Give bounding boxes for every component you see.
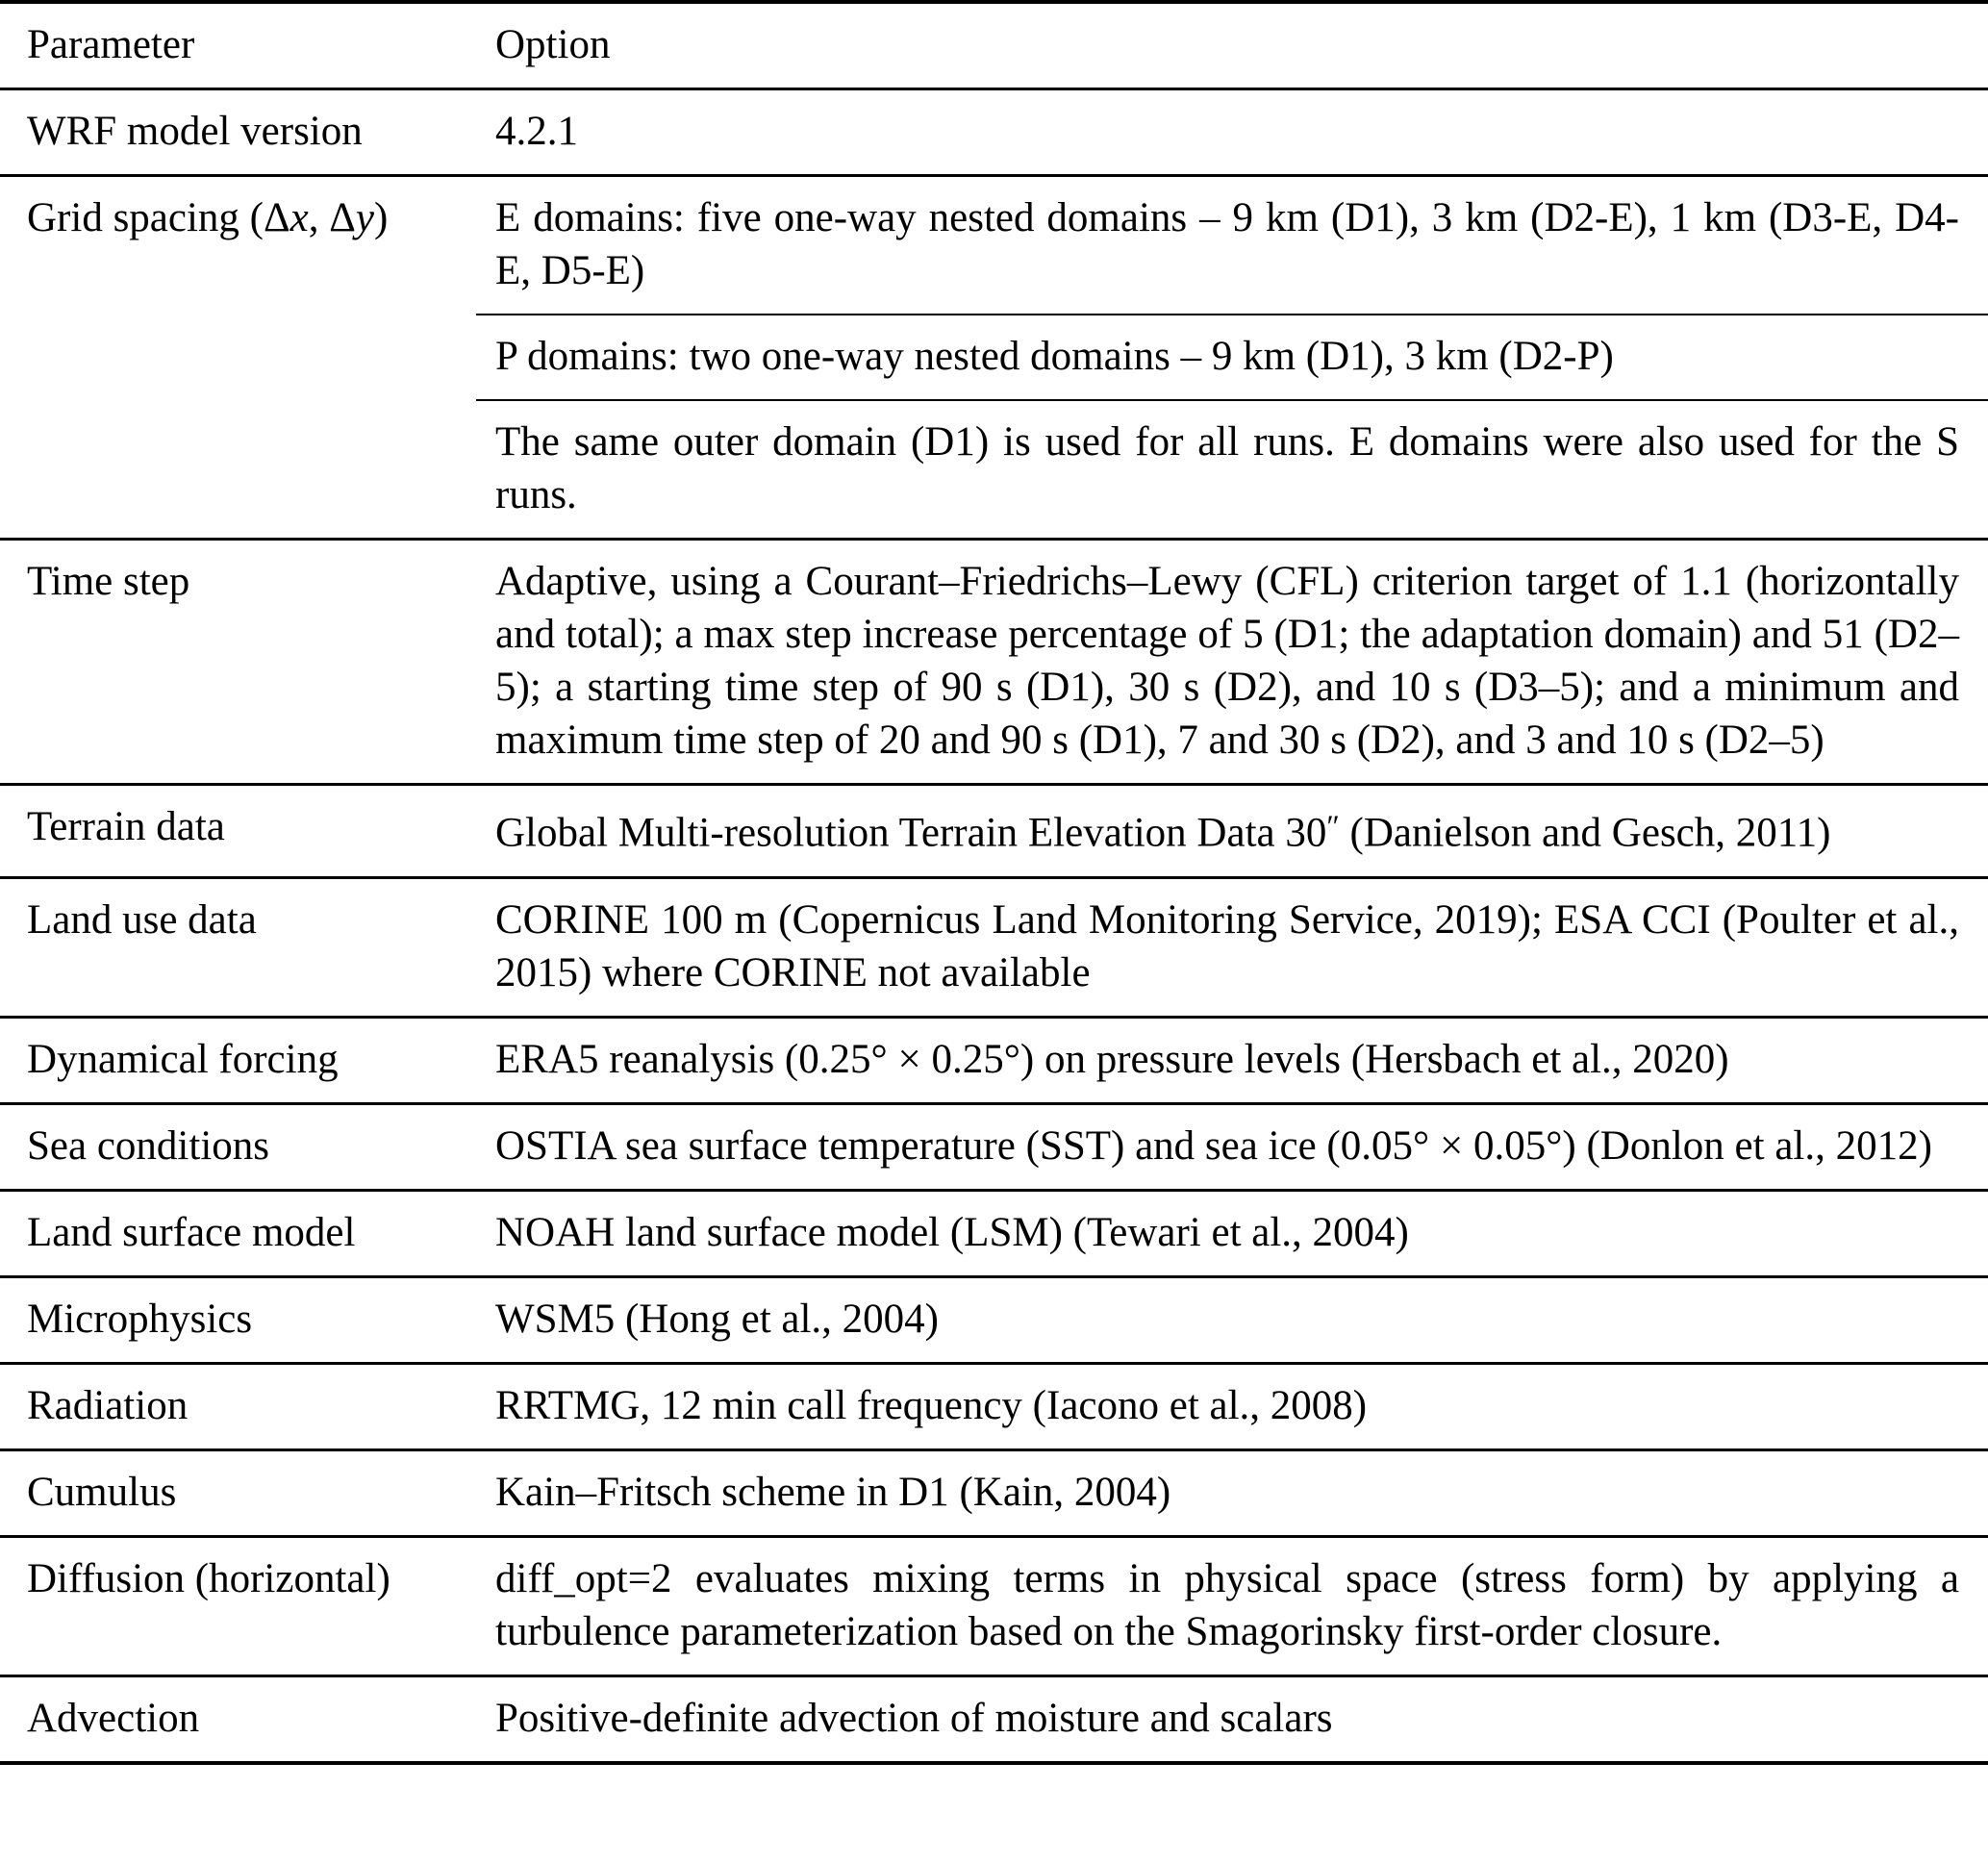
parameter-cell: Cumulus — [27, 1469, 177, 1515]
math-variable-x: x — [289, 195, 309, 240]
option-cell: Positive-definite advection of moisture and scalars — [495, 1695, 1333, 1741]
option-subrow-p-domains: P domains: two one-way nested domains – 9 km (D1), 3 km (D2-P) — [476, 314, 1988, 399]
table-header-row — [0, 4, 1988, 90]
parameter-cell: Diffusion (horizontal) — [27, 1555, 390, 1601]
parameter-cell — [0, 177, 476, 538]
option-cell: Adaptive, using a Courant–Friedrichs–Lewy (CFL) criterion target of 1.1 (horizontally and total); a max step increase percentage of 5 (D1; the adaptation domain) and 51 (D2–5); a starting time step of 90 s (D1), 30 s (D2), and 10 s (D3–5); and a minimum and maximum time step of 20 and 90 s (D1), 7 and 30 s (D2), and 3 and 10 s (D2–5) — [495, 559, 1959, 763]
table-row-land-use-data — [0, 879, 1988, 1019]
math-variable-y: y — [355, 195, 374, 240]
table-row-terrain-data — [0, 786, 1988, 879]
option-cell-group — [476, 177, 1988, 538]
parameter-cell: Land surface model — [27, 1209, 356, 1255]
parameter-cell: WRF model version — [27, 109, 363, 154]
table-row-radiation — [0, 1365, 1988, 1451]
parameter-cell: Dynamical forcing — [27, 1036, 339, 1082]
option-cell: OSTIA sea surface temperature (SST) and sea ice (0.05° × 0.05°) (Donlon et al., 2012) — [495, 1122, 1932, 1169]
table-row-land-surface-model — [0, 1192, 1988, 1278]
table-row-time-step — [0, 541, 1988, 786]
parameter-cell: Advection — [27, 1695, 200, 1741]
column-header-parameter: Parameter — [27, 22, 195, 67]
table-row-diffusion-horizontal — [0, 1538, 1988, 1677]
option-cell — [476, 786, 1988, 876]
option-cell: RRTMG, 12 min call frequency (Iacono et al., 2008) — [495, 1382, 1368, 1428]
parameter-cell: Microphysics — [27, 1296, 253, 1342]
option-text: (Danielson and Gesch, 2011) — [1339, 810, 1831, 856]
option-cell: 4.2.1 — [495, 109, 578, 154]
table-row-grid-spacing — [0, 177, 1988, 541]
option-subrow-outer-domain-note: The same outer domain (D1) is used for all runs. E domains were also used for the S runs. — [476, 399, 1988, 538]
table-row-cumulus — [0, 1451, 1988, 1538]
table-row-microphysics — [0, 1278, 1988, 1365]
parameter-cell: Terrain data — [27, 804, 225, 849]
option-text: Global Multi-resolution Terrain Elevation Data 30 — [495, 810, 1327, 856]
double-prime-mark: ″ — [1326, 809, 1340, 844]
parameter-cell: Land use data — [27, 896, 257, 943]
option-cell: ERA5 reanalysis (0.25° × 0.25°) on pressure levels (Hersbach et al., 2020) — [495, 1036, 1729, 1082]
column-header-option: Option — [495, 22, 611, 67]
parameter-text: ) — [374, 195, 389, 240]
option-subrow-e-domains: E domains: five one-way nested domains – 9 km (D1), 3 km (D2-E), 1 km (D3-E, D4-E, D5-E) — [495, 195, 1959, 293]
parameter-text: Grid spacing (Δ — [27, 195, 290, 240]
table-row-sea-conditions — [0, 1105, 1988, 1192]
table-row-dynamical-forcing — [0, 1019, 1988, 1105]
option-cell: WSM5 (Hong et al., 2004) — [495, 1296, 939, 1342]
parameter-cell: Sea conditions — [27, 1122, 269, 1169]
option-cell: NOAH land surface model (LSM) (Tewari et al., 2004) — [495, 1209, 1409, 1255]
parameter-text: , Δ — [308, 195, 356, 240]
parameter-cell: Radiation — [27, 1382, 189, 1428]
option-cell: Kain–Fritsch scheme in D1 (Kain, 2004) — [495, 1469, 1171, 1515]
option-cell: diff_opt=2 evaluates mixing terms in physical space (stress form) by applying a turbulence parameterization based on the Smagorinsky first-order closure. — [495, 1555, 1959, 1654]
option-cell: CORINE 100 m (Copernicus Land Monitoring Service, 2019); ESA CCI (Poulter et al., 2015) where CORINE not available — [495, 896, 1959, 995]
table-row-wrf-version — [0, 90, 1988, 177]
parameter-cell: Time step — [27, 559, 190, 604]
table-row-advection — [0, 1677, 1988, 1761]
